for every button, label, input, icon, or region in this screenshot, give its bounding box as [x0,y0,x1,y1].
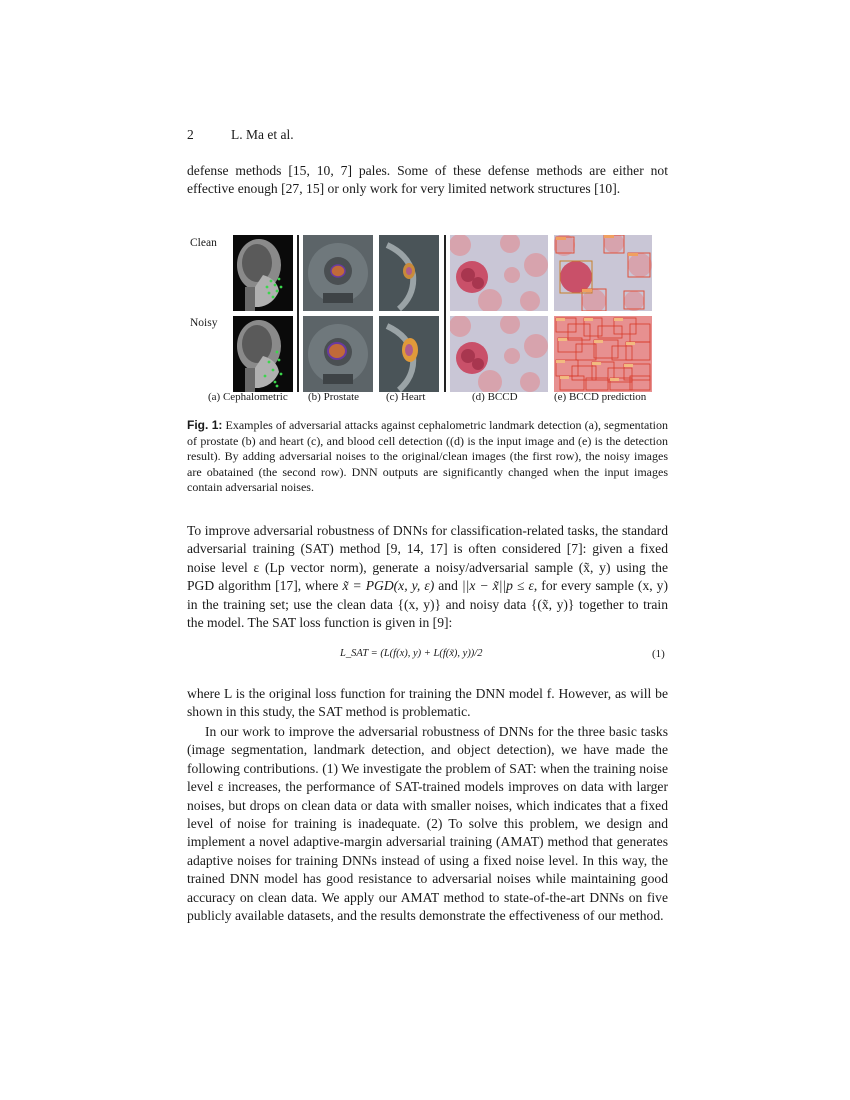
equation-number: (1) [652,648,665,660]
paragraph-sat-math2: ||x − x̃||p ≤ ε [461,578,534,594]
figure-1 [187,233,668,408]
paragraph-sat-math1: x̃ = PGD(x, y, ε) [342,578,435,594]
panel-caption-c: (c) Heart [386,391,426,403]
panel-heart-noisy [379,316,439,392]
paragraph-sat [187,522,668,632]
figure-caption-text: Examples of adversarial attacks against cephalometric landmark detection (a), segmentation of prostate (b) and heart (c), and blood cell detection ((d) is the input image and (e) is the detection result). By adding adversarial noises to the original/clean images (the first row), the noisy images are obatained (the second row). DNN outputs are significantly changed when the input images contain adversarial noises. [187,418,668,495]
panel-bccd-clean [450,235,548,311]
paragraph-sat-part2: and [434,578,462,594]
panel-prostate-clean [303,235,373,311]
paragraph-sat-part3: , for every sample (x, y) in the training set; use the clean data {(x, y)} and noisy data {(x̃, y)} together to train the model. The SAT loss function is given in [9]: [187,578,668,631]
intro-paragraph: defense methods [15, 10, 7] pales. Some of these defense methods are either not effective enough [27, 15] or only work for very limited network structures [10]. [187,163,668,197]
running-header [187,127,294,143]
panel-caption-b: (b) Prostate [308,391,360,403]
row-label-clean: Clean [190,237,217,249]
running-authors: L. Ma et al. [231,127,294,142]
equation-sat-loss: L_SAT = (L(f(x), y) + L(f(x̃), y))/2 [340,648,483,659]
row-label-noisy: Noisy [190,317,218,329]
paragraph-contributions: In our work to improve the adversarial robustness of DNNs for the three basic tasks (image segmentation, landmark detection, and object detection), we have made the following contributions. (1) We investigate the problem of SAT: when the training noise level ε increases, the performance of SAT-trained models improves on data with larger noises, but drops on clean data or data with smaller noises, which indicates that a fixed level of noise for training is inadequate. (2) To solve this problem, we design and implement a novel adaptive-margin adversarial training (AMAT) method that generates adaptive noises for training DNNs instead of using a fixed noise level. In this way, the trained DNN model has good resistance to adversarial noises while maintaining good accuracy on clean data. We apply our AMAT method to state-of-the-art DNNs on five publicly available datasets, and the results demonstrate the effectiveness of our method. [187,724,668,924]
panel-prostate-noisy [303,316,373,392]
panel-bccd-prediction-clean [554,235,652,311]
panel-caption-d: (d) BCCD [472,391,518,403]
panel-cephalometric-clean [233,235,293,311]
page-number: 2 [187,127,194,142]
panel-bccd-noisy [450,316,548,392]
paragraph-sat-part1: To improve adversarial robustness of DNNs for classification-related tasks, the standard adversarial training (SAT) method [9, 14, 17] is often considered [7]: given a fixed noise level ε (Lp vector norm), generate a noisy/adversarial sample (x̃, y) using the PGD algorithm [17], where [187,523,668,594]
panel-cephalometric-noisy [233,316,293,392]
panel-caption-e: (e) BCCD prediction [554,391,647,403]
figure-caption-label: Fig. 1: [187,418,223,432]
figure-separator-2 [444,235,446,392]
panel-bccd-prediction-noisy [554,316,652,392]
figure-caption [187,418,668,496]
panel-heart-clean [379,235,439,311]
paragraph-where: where L is the original loss function for training the DNN model f. However, as will be shown in this study, the SAT method is problematic. [187,686,668,720]
figure-separator-1 [297,235,299,392]
panel-caption-a: (a) Cephalometric [208,391,288,403]
